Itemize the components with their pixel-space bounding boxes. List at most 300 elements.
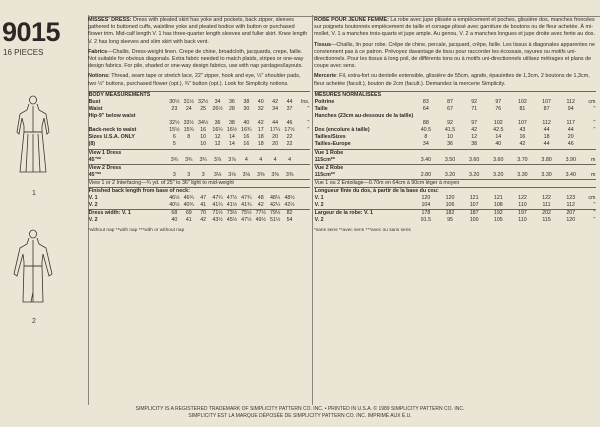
table-row — [88, 127, 310, 134]
unit-cell: " — [593, 120, 596, 127]
table-cell: 87 — [543, 106, 550, 113]
table-cell — [254, 113, 268, 120]
table-cell: 3.30 — [541, 171, 552, 178]
unit-cell: " — [307, 127, 310, 134]
table-cell — [559, 113, 583, 120]
row-label: Waist — [88, 106, 103, 113]
row-label: Taille — [314, 106, 328, 113]
english-title: MISSES' DRESS: — [88, 17, 132, 23]
table-cell: 68 — [167, 210, 181, 218]
table-cell: 202 — [535, 210, 559, 218]
table-cell: 32½ — [169, 120, 180, 127]
unit-cell — [583, 113, 596, 120]
table-cell: 3.70 — [517, 156, 528, 163]
table-cell — [282, 113, 297, 120]
unit-cell — [583, 134, 596, 141]
table-cell: 43½ — [212, 217, 223, 224]
unit-cell: m — [590, 171, 596, 178]
row-label: 115cm** — [314, 156, 335, 163]
unit-cell — [297, 113, 310, 120]
unit-cell — [297, 134, 310, 141]
table-cell: 3⅛ — [228, 171, 236, 178]
table-cell: 3⅜ — [271, 171, 279, 178]
table-cell: 16 — [243, 141, 250, 148]
table-cell: 92 — [471, 98, 478, 105]
table-row — [314, 202, 596, 210]
figure-1-label: 1 — [32, 190, 36, 197]
table-cell: 30½ — [169, 98, 180, 105]
table-cell: 15¾ — [183, 127, 194, 134]
table-cell: 92 — [447, 120, 453, 127]
table-row — [314, 120, 596, 127]
row-label: V. 1 — [88, 195, 98, 202]
middle-column-rule — [312, 15, 313, 405]
table-cell: 46½ — [169, 195, 180, 202]
table-cell: 41½ — [226, 202, 238, 209]
table-cell: 3¾ — [170, 156, 179, 163]
table-cell: 42¼ — [269, 202, 281, 209]
row-label: Largeur de la robe: V. 1 — [314, 210, 414, 218]
table-cell: 75½ — [239, 210, 253, 218]
table-cell: 4 — [273, 156, 277, 163]
entoilage-line: Vue 1 ou 2 Entoilage—0.70m en 64cm à 90cm léger à moyen — [314, 179, 596, 187]
table-cell: 12 — [214, 141, 221, 148]
pattern-number: 9015 — [2, 17, 61, 47]
table-cell: 64 — [422, 106, 429, 113]
table-row — [314, 157, 596, 165]
table-cell — [414, 113, 438, 120]
table-cell: 120 — [445, 195, 455, 202]
table-cell: 42 — [471, 127, 478, 134]
table-cell: 40 — [257, 98, 264, 105]
row-label: V. 2 — [88, 202, 98, 209]
row-label: Bust — [88, 98, 101, 105]
table-cell: 112 — [566, 98, 575, 105]
table-cell: 71½ — [210, 210, 224, 218]
table-row — [88, 202, 310, 210]
table-row — [314, 113, 596, 120]
table-cell: 48 — [257, 195, 264, 202]
table-cell: 44 — [543, 141, 550, 148]
unit-cell: Ins. — [300, 98, 310, 105]
mesures-heading: MESURES NORMALISÉES — [314, 91, 596, 99]
table-cell: 107 — [518, 120, 527, 127]
table-cell: 42½ — [284, 202, 295, 209]
table-cell: 16¼ — [212, 127, 223, 134]
table-cell: 10 — [447, 134, 453, 141]
table-cell: 3 — [172, 171, 176, 178]
french-measurement-table — [314, 91, 596, 225]
table-row — [314, 141, 596, 149]
table-cell: 3.20 — [493, 171, 504, 178]
table-cell: 17¼ — [269, 127, 281, 134]
table-cell: 67 — [447, 106, 453, 113]
table-cell: 22 — [286, 141, 293, 148]
table-cell: 122 — [542, 195, 551, 202]
table-cell: 6 — [172, 134, 176, 141]
row-label: 115cm** — [314, 171, 335, 178]
table-cell: 3¾ — [199, 156, 207, 163]
table-cell: 42.5 — [493, 127, 504, 134]
row-label: Hanches (23cm au-dessous de la taille) — [314, 113, 414, 120]
table-cell: 44 — [272, 120, 279, 127]
row-label: V. 2 — [314, 217, 324, 224]
table-cell: 22 — [286, 134, 293, 141]
table-cell: 17½ — [284, 127, 295, 134]
table-cell — [486, 113, 510, 120]
table-row — [88, 141, 310, 149]
row-label: Dos (encolure à taille) — [314, 127, 370, 134]
row-label: Tailles/Sizes — [314, 134, 346, 141]
table-cell: 38 — [228, 120, 235, 127]
table-cell: 70 — [196, 210, 210, 218]
table-cell: 14 — [495, 134, 502, 141]
table-cell: 47½ — [241, 217, 252, 224]
table-cell — [462, 113, 486, 120]
row-label: Hip-9" below waist — [88, 113, 136, 120]
table-cell: 40½ — [169, 202, 180, 209]
table-cell: 4 — [259, 156, 263, 163]
table-cell: 34 — [214, 98, 221, 105]
english-fabrics: Fabrics—Challis. Dress-weight linen. Crepe de chine, broadcloth, jacquards, crepe, faille. Not suitable for obvious diagonals. Extra fabric needed to match plaids, stripes or one-way design fabrics. For pile, shaded or one-way design fabrics, use with nap yardages/layouts. — [88, 48, 304, 70]
table-cell — [438, 113, 462, 120]
table-cell: 3.60 — [493, 156, 504, 163]
table-cell: 20 — [272, 141, 279, 148]
table-cell: 79½ — [268, 210, 282, 218]
table-row — [314, 217, 596, 224]
table-cell: 34 — [422, 141, 429, 148]
figure-1-back-view-drawing — [8, 92, 58, 190]
table-cell: 3.40 — [420, 156, 432, 163]
table-row — [88, 134, 310, 141]
table-cell: 88 — [422, 120, 429, 127]
table-cell: 76 — [495, 106, 502, 113]
table-cell: 192 — [486, 210, 510, 218]
french-mercerie: Mercerie: Fil, extra-fort ou dentelle extensible, glissière de 55cm, agrafe, épaulettes de 1,3cm, 2 boutons de 1,3cm, fleur achetée (facult.), bouton de 2cm (facult.). Demandez la mercerie Simplicity. — [314, 73, 590, 87]
table-cell: 31½ — [183, 98, 194, 105]
table-cell: 2.80 — [420, 171, 432, 178]
table-cell — [225, 113, 239, 120]
table-cell: 117 — [566, 120, 575, 127]
unit-cell — [297, 217, 310, 224]
body-measurements-heading: BODY MEASUREMENTS — [88, 91, 310, 99]
table-cell: 82 — [282, 210, 297, 218]
table-cell: 187 — [462, 210, 486, 218]
table-cell: 97 — [471, 120, 478, 127]
table-cell: 3⅛ — [242, 171, 251, 178]
table-cell: 81 — [519, 106, 526, 113]
table-cell: 122 — [518, 195, 527, 202]
row-label — [314, 120, 414, 127]
table-cell: 102 — [518, 98, 527, 105]
table-cell: 111 — [542, 202, 551, 209]
table-cell: 182 — [438, 210, 462, 218]
table-cell: 3.80 — [541, 156, 552, 163]
unit-cell — [297, 172, 310, 180]
table-cell: 12 — [471, 134, 478, 141]
vue-2-robe-heading: Vue 2 Robe — [314, 164, 596, 172]
row-label: 45"** — [88, 156, 102, 163]
row-label: (8) — [88, 141, 96, 148]
finished-length-heading: Finished back length from base of neck: — [88, 188, 310, 196]
table-cell: 24 — [185, 106, 192, 113]
french-tissus: Tissus—Challis, lin pour robe. Crêpe de chine, percale, jacquard, crêpe, faille. Les tissus à diagonales apparentes ne conviennent pas à ce patron. Prévoyez davantage de tissu pour raccorder les écossais, rayures ou motifs uni-directionnels. Pour les tissus à long poil, de différents tons ou à motifs uni-directionnels utilisez métrages et plans de coupe avec sens. — [314, 41, 595, 70]
table-cell: 3.50 — [444, 156, 456, 163]
table-cell: 3⅞ — [213, 156, 222, 163]
table-cell: 46¾ — [183, 195, 194, 202]
table-row — [88, 172, 310, 180]
table-cell: 47¼ — [212, 195, 223, 202]
table-cell: 44 — [567, 127, 574, 134]
table-cell: 18 — [257, 141, 264, 148]
table-cell: 42 — [257, 202, 264, 209]
table-cell: 8 — [187, 134, 191, 141]
figure-2-label: 2 — [32, 318, 36, 325]
french-description: ROBE POUR JEUNE FEMME: La robe avec jupe plissée a empiècement et poches, glissière dos, manches froncées sur poignets boutonnés empiècement de taille et corsage plissé avec garniture de boutons ou de fleur achetée. À mi-mollet, V. 1 a manches trois-quarts et jupe ample. Au genou, V. 2 a manches longues et jupe droite avec fente au dos. — [314, 17, 595, 38]
table-cell: 48¼ — [269, 195, 281, 202]
table-cell: 120 — [566, 217, 576, 224]
table-cell: 97 — [495, 98, 502, 105]
table-cell: 3¾ — [185, 156, 193, 163]
table-cell: 10 — [200, 141, 207, 148]
table-cell: 40 — [495, 141, 502, 148]
unit-cell: cm — [588, 98, 596, 105]
table-cell: 34½ — [198, 120, 209, 127]
table-cell: 94 — [567, 106, 574, 113]
table-cell: 107 — [469, 202, 479, 209]
table-cell: 51½ — [269, 217, 281, 224]
table-cell: 49½ — [255, 217, 266, 224]
table-cell: 54 — [286, 217, 293, 224]
table-cell: 44 — [543, 127, 550, 134]
table-cell: 3 — [187, 171, 191, 178]
table-cell: 25 — [200, 106, 207, 113]
table-cell: 15½ — [169, 127, 180, 134]
table-cell: 42 — [200, 217, 207, 224]
table-cell: 32½ — [198, 98, 209, 105]
table-row — [88, 157, 310, 165]
table-cell: 26½ — [212, 106, 223, 113]
table-cell: 16½ — [226, 127, 238, 134]
table-cell: 4 — [244, 156, 248, 163]
row-label: Tailles-Europe — [314, 141, 351, 148]
table-cell: 42 — [519, 141, 526, 148]
english-notions: Notions: Thread, seam tape or stretch lace, 22" zipper, hook and eye, ½" shoulder pads, two ½" buttons, purchased flower (opt.), ¾" button (opt.). Look for Simplicity notions. — [88, 73, 301, 87]
unit-cell: m — [590, 156, 596, 163]
table-cell: 41 — [200, 202, 207, 209]
english-footnote: *without nap **with nap ***with or without nap — [88, 227, 185, 233]
table-cell: 69 — [182, 210, 196, 218]
unit-cell: cm — [588, 195, 596, 202]
table-cell: 48½ — [284, 195, 295, 202]
table-cell: 14 — [228, 141, 235, 148]
table-cell: 3⅛ — [213, 171, 222, 178]
table-row — [314, 134, 596, 141]
table-cell: 45½ — [226, 217, 238, 224]
row-label: 45"** — [88, 171, 102, 178]
table-cell: 3.20 — [444, 171, 456, 178]
table-cell: 46 — [567, 141, 574, 148]
row-label: Back-neck to waist — [88, 127, 137, 134]
table-cell: 115 — [542, 217, 551, 224]
table-cell: 37 — [286, 106, 293, 113]
table-cell: 108 — [493, 202, 503, 209]
table-cell: 16 — [243, 134, 250, 141]
table-cell: 71 — [471, 106, 478, 113]
table-cell: 32 — [257, 106, 264, 113]
table-cell: 16¾ — [241, 127, 252, 134]
table-row — [314, 172, 596, 180]
row-label: Sizes U.S.A. ONLY — [88, 134, 135, 141]
english-column — [88, 17, 310, 234]
table-cell: 44 — [286, 98, 293, 105]
interfacing-line: View 1 or 2 Interfacing—¾ yd. of 25" to 36" light to mid-weight — [88, 179, 310, 187]
table-cell: 3.20 — [469, 171, 480, 178]
row-label: Poitrine — [314, 98, 335, 105]
vue-1-robe-heading: Vue 1 Robe — [314, 149, 596, 157]
table-row — [88, 195, 310, 202]
table-cell: 3.30 — [517, 171, 528, 178]
table-cell: 47½ — [226, 195, 238, 202]
table-row — [314, 195, 596, 202]
table-cell: 3.40 — [565, 171, 576, 178]
english-description: MISSES' DRESS: Dress with pleated skirt has yoke and pockets, back zipper, sleeves gathered to buttoned cuffs, waistline yoke and pleated bodice with button or purchased flower trim. Mid-calf length V. 1 has three-quarter length sleeves and fuller skirt. Knee length V. 2 has long sleeves and slim skirt with back vent. — [88, 17, 308, 45]
table-cell: 36 — [447, 141, 453, 148]
table-cell: 3 — [201, 171, 205, 178]
table-cell — [182, 141, 196, 149]
table-cell: 41 — [185, 217, 192, 224]
table-cell: 5 — [172, 141, 176, 148]
table-cell: 34 — [272, 106, 279, 113]
row-label: V. 1 — [314, 195, 324, 202]
french-column — [314, 17, 600, 234]
table-cell: 121 — [493, 195, 503, 202]
table-cell: 112 — [542, 120, 551, 127]
unit-cell: " — [593, 127, 596, 134]
table-cell: 83 — [422, 98, 429, 105]
table-row — [88, 99, 310, 106]
table-cell: 105 — [493, 217, 503, 224]
table-cell — [510, 113, 534, 120]
table-cell: 100 — [469, 217, 479, 224]
table-cell: 14 — [228, 134, 235, 141]
table-cell: 43 — [519, 127, 526, 134]
table-cell: 40.5 — [420, 127, 432, 134]
table-cell: 197 — [510, 210, 534, 218]
table-cell: 16 — [200, 127, 207, 134]
table-cell: 23 — [171, 106, 178, 113]
table-cell: 18 — [543, 134, 550, 141]
table-cell: 73½ — [225, 210, 239, 218]
legal-notice: SIMPLICITY IS A REGISTERED TRADEMARK OF SIMPLICITY PATTERN CO. INC. • PRINTED IN U.S.A. © 1989 SIMPLICITY PATTERN CO. INC. SIMPLICITY EST LA MARQUE DÉPOSÉE DE SIMPLICITY PATTERN CO. INC. IMPRIMÉ AUX É.U. — [135, 406, 465, 419]
table-cell: 47¾ — [241, 195, 252, 202]
unit-cell: " — [593, 202, 596, 209]
figure-2-back-view-drawing — [8, 226, 58, 318]
table-cell: 17 — [257, 127, 264, 134]
table-row — [88, 106, 310, 113]
table-cell — [239, 113, 253, 120]
row-label: Dress width: V. 1 — [88, 210, 167, 218]
table-cell: 95 — [447, 217, 453, 224]
table-cell: 121 — [469, 195, 479, 202]
unit-cell: " — [307, 120, 310, 127]
longueur-heading: Longueur finie du dos, à partir de la base du cou: — [314, 188, 596, 196]
table-cell — [535, 113, 559, 120]
table-cell: 36 — [214, 120, 221, 127]
table-cell: 110 — [518, 217, 527, 224]
table-cell: 33½ — [183, 120, 194, 127]
unit-cell: " — [307, 106, 310, 113]
table-cell: 12 — [214, 134, 221, 141]
table-cell: 107 — [542, 98, 551, 105]
table-cell: 4 — [288, 156, 292, 163]
table-cell: 40¾ — [183, 202, 194, 209]
unit-cell: " — [583, 210, 596, 218]
table-cell: 178 — [414, 210, 438, 218]
french-footnote: *sans sens **avec sens ***avec ou sans sens — [314, 227, 411, 233]
pattern-pieces: 16 PIECES — [3, 48, 44, 57]
unit-cell — [297, 202, 310, 210]
unit-cell — [297, 210, 310, 218]
table-cell: 16 — [519, 134, 526, 141]
table-cell: 46 — [286, 120, 293, 127]
unit-cell — [297, 195, 310, 202]
row-label: V. 2 — [314, 202, 324, 209]
table-cell: 104 — [421, 202, 431, 209]
table-cell: 3.90 — [565, 156, 576, 163]
table-cell: 42 — [257, 120, 264, 127]
unit-cell: " — [593, 106, 596, 113]
table-cell: 41.5 — [444, 127, 456, 134]
table-cell: 30 — [243, 106, 250, 113]
table-cell: 3⅜ — [257, 171, 265, 178]
row-label: V. 2 — [88, 217, 98, 224]
table-cell: 20 — [272, 134, 279, 141]
table-cell: 41¼ — [212, 202, 223, 209]
table-row — [314, 210, 596, 218]
table-cell: 20 — [567, 134, 574, 141]
table-cell: 91.5 — [420, 217, 432, 224]
unit-cell — [297, 157, 310, 165]
view-2-dress-heading: View 2 Dress — [88, 164, 310, 172]
table-cell: 8 — [424, 134, 428, 141]
table-cell: 112 — [566, 202, 575, 209]
table-cell: 18 — [257, 134, 264, 141]
unit-cell — [583, 141, 596, 149]
table-cell: 102 — [493, 120, 503, 127]
table-row — [88, 120, 310, 127]
table-row — [88, 217, 310, 224]
table-cell: 40 — [171, 217, 178, 224]
table-cell: 87 — [447, 98, 453, 105]
table-cell: 207 — [559, 210, 583, 218]
table-cell: 40 — [243, 120, 250, 127]
table-cell: 3.60 — [469, 156, 480, 163]
french-title: ROBE POUR JEUNE FEMME: — [314, 17, 389, 23]
table-cell: 123 — [566, 195, 576, 202]
table-cell: 28 — [228, 106, 235, 113]
table-cell: 41¾ — [241, 202, 252, 209]
row-label — [88, 120, 167, 127]
table-cell: 3⅞ — [228, 156, 236, 163]
table-cell: 47 — [200, 195, 207, 202]
view-1-dress-heading: View 1 Dress — [88, 149, 310, 157]
unit-cell: " — [593, 217, 596, 224]
table-cell: 120 — [421, 195, 431, 202]
table-row — [314, 99, 596, 106]
table-cell: 38 — [471, 141, 478, 148]
table-cell: 3⅜ — [285, 171, 294, 178]
